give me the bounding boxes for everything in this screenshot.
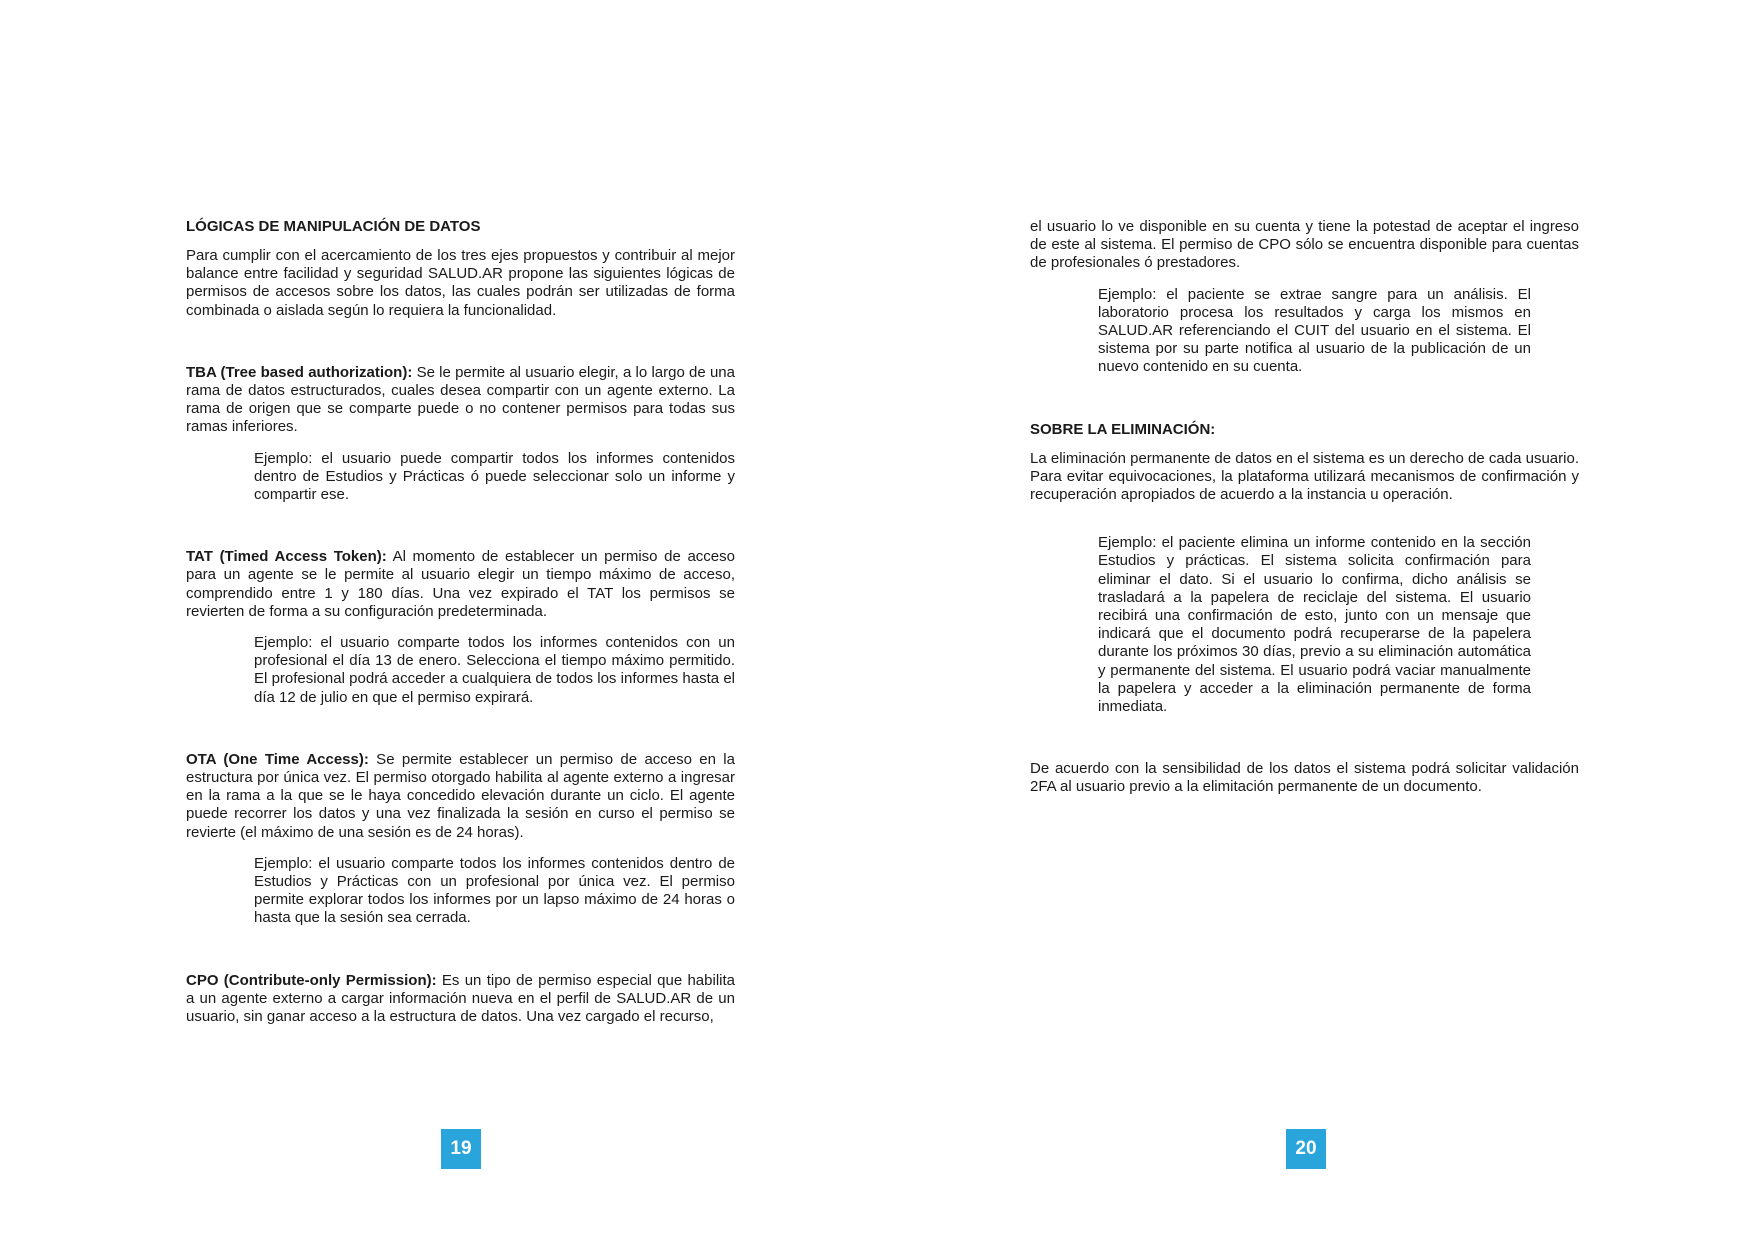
tba-paragraph (186, 364, 735, 437)
right-column (1030, 218, 1579, 797)
tba-example: Ejemplo: el usuario puede compartir todos los informes contenidos dentro de Estudios y Prácticas ó puede seleccionar solo un informe y compartir ese. (254, 449, 735, 504)
page-number-badge: 19 (441, 1129, 481, 1169)
tba-term: TBA (Tree based authorization): (186, 363, 413, 381)
ota-example: Ejemplo: el usuario comparte todos los informes contenidos dentro de Estudios y Prácticas con un profesional por única vez. El permiso permite explorar todos los informes por un lapso máximo de 24 horas o hasta que la sesión sea cerrada. (254, 854, 735, 927)
page-number-badge: 20 (1286, 1129, 1326, 1169)
deletion-example: Ejemplo: el paciente elimina un informe contenido en la sección Estudios y prácticas. El sistema solicita confirmación para eliminar el dato. Si el usuario lo confirma, dicho análisis se trasladará a la papelera de reciclaje del sistema. El usuario recibirá una confirmación de esto, junto con un mensaje que indicará que el documento podrá recuperarse de la papelera durante los próximos 30 días, previo a su eliminación automática y permanente del sistema. El usuario podrá vaciar manualmente la papelera y acceder a la eliminación permanente de forma inmediata. (1098, 534, 1531, 716)
tat-paragraph (186, 548, 735, 621)
twofa-paragraph: De acuerdo con la sensibilidad de los datos el sistema podrá solicitar validación 2FA al usuario previo a la elimitación permanente de un documento. (1030, 760, 1579, 796)
right-page (877, 0, 1754, 1240)
left-page (0, 0, 877, 1240)
ota-paragraph (186, 751, 735, 842)
deletion-intro: La eliminación permanente de datos en el sistema es un derecho de cada usuario. Para evitar equivocaciones, la plataforma utilizará mecanismos de confirmación y recuperación apropiados de acuerdo a la instancia u operación. (1030, 449, 1579, 504)
tat-term: TAT (Timed Access Token): (186, 548, 387, 566)
tba-text: Se le permite al usuario elegir, a lo largo de una rama de datos estructurados, cuales desea compartir con un agente externo. La rama de origen que se comparte puede o no contener permisos para todas sus ramas inferiores. (186, 363, 735, 436)
cpo-term: CPO (Contribute-only Permission): (186, 971, 437, 989)
cpo-paragraph (186, 972, 735, 1027)
cpo-example: Ejemplo: el paciente se extrae sangre para un análisis. El laboratorio procesa los resultados y carga los mismos en SALUD.AR referenciando el CUIT del usuario en el sistema. El sistema por su parte notifica al usuario de la publicación de un nuevo contenido en su cuenta. (1098, 285, 1531, 376)
left-column (186, 218, 735, 1026)
ota-text: Se permite establecer un permiso de acceso en la estructura por única vez. El permiso otorgado habilita al agente externo a ingresar en la rama a la que se le haya concedido elevación durante un ciclo. El agente puede recorrer los datos y una vez finalizada la sesión en curso el permiso se revierte (el máximo de una sesión es de 24 horas). (186, 750, 735, 841)
cpo-continuation: el usuario lo ve disponible en su cuenta y tiene la potestad de aceptar el ingreso de este al sistema. El permiso de CPO sólo se encuentra disponible para cuentas de profesionales ó prestadores. (1030, 218, 1579, 272)
tat-example: Ejemplo: el usuario comparte todos los informes contenidos con un profesional el día 13 de enero. Selecciona el tiempo máximo permitido. El profesional podrá acceder a cualquiera de todos los informes hasta el día 12 de julio en que el permiso expirará. (254, 634, 735, 706)
section-heading-data-logic: LÓGICAS DE MANIPULACIÓN DE DATOS (186, 218, 481, 235)
cpo-text: Es un tipo de permiso especial que habilita a un agente externo a cargar información nueva en el perfil de SALUD.AR de un usuario, sin ganar acceso a la estructura de datos. Una vez cargado el recurso, (186, 971, 736, 1026)
intro-paragraph: Para cumplir con el acercamiento de los tres ejes propuestos y contribuir al mejor balance entre facilidad y seguridad SALUD.AR propone las siguientes lógicas de permisos de accesos sobre los datos, las cuales podrán ser utilizadas de forma combinada o aislada según lo requiera la funcionalidad. (186, 247, 735, 319)
ota-term: OTA (One Time Access): (186, 750, 369, 768)
tat-text: Al momento de establecer un permiso de acceso para un agente se le permite al usuario elegir un tiempo máximo de acceso, comprendido entre 1 y 180 días. Una vez expirado el TAT los permisos se revierten de forma a su configuración predeterminada. (186, 548, 735, 620)
section-heading-deletion: SOBRE LA ELIMINACIÓN: (1030, 420, 1216, 438)
